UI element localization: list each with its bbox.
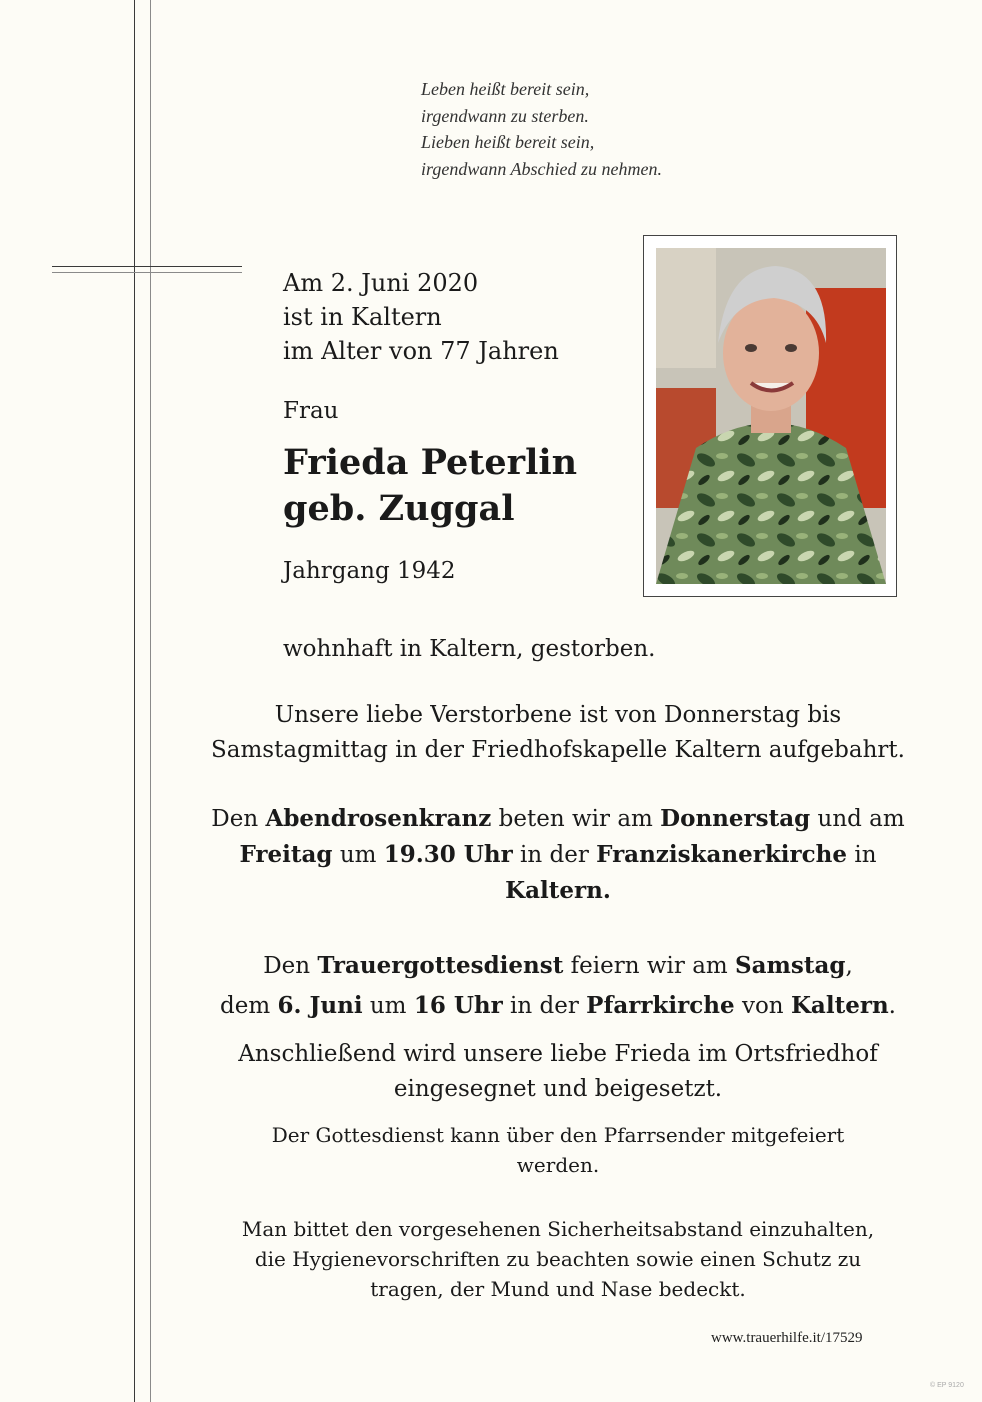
notice-line: Man bittet den vorgesehenen Sicherheitsabstand einzuhalten, [241, 1217, 875, 1241]
viewing-paragraph [170, 698, 946, 768]
cross-horizontal-line [52, 266, 242, 267]
cross-horizontal-line-inner [52, 272, 242, 273]
maiden-name-line: geb. Zuggal [283, 488, 515, 529]
print-code: © EP 9120 [930, 1382, 964, 1389]
text: in der [512, 842, 597, 868]
deceased-name [283, 440, 577, 532]
mass-label: Trauergottesdienst [317, 952, 564, 979]
notice-line: tragen, der Mund und Nase bedeckt. [370, 1277, 746, 1301]
mass-paragraph [170, 946, 946, 1026]
rosary-day: Donnerstag [660, 805, 811, 832]
viewing-line: Unsere liebe Verstorbene ist von Donnerstag bis [274, 702, 842, 728]
mass-time: 16 Uhr [413, 992, 503, 1019]
cross-vertical-line-inner [150, 0, 151, 1402]
mass-day: Samstag [735, 952, 846, 979]
text: beten wir am [491, 806, 661, 832]
intro-line: Am 2. Juni 2020 [283, 269, 479, 297]
poem-line: irgendwann Abschied zu nehmen. [421, 158, 662, 179]
portrait-frame [643, 235, 897, 597]
salutation: Frau [283, 398, 339, 424]
text: in [847, 842, 877, 868]
birth-year: Jahrgang 1942 [283, 558, 456, 584]
mass-date: 6. Juni [277, 992, 363, 1019]
text: feiern wir am [563, 953, 736, 979]
poem-line: Leben heißt bereit sein, [421, 79, 590, 99]
rosary-paragraph [170, 801, 946, 909]
name-line: Frieda Peterlin [283, 442, 578, 483]
website-link[interactable]: www.trauerhilfe.it/17529 [711, 1330, 863, 1346]
rosary-label: Abendrosenkranz [265, 805, 492, 832]
portrait-illustration [656, 248, 886, 584]
cross-vertical-line [134, 0, 135, 1402]
text: Den [263, 953, 318, 979]
text: , [845, 953, 853, 979]
text: von [734, 993, 791, 1019]
burial-paragraph [170, 1037, 946, 1107]
rosary-day: Freitag [239, 841, 333, 868]
burial-line: Anschließend wird unsere liebe Frieda im Ortsfriedhof [238, 1041, 878, 1067]
text: und am [810, 806, 905, 832]
rosary-time: 19.30 Uhr [383, 841, 513, 868]
text: Den [211, 806, 266, 832]
broadcast-line: werden. [516, 1153, 600, 1177]
viewing-line: Samstagmittag in der Friedhofskapelle Kaltern aufgebahrt. [211, 737, 905, 763]
mass-place: Kaltern [790, 992, 889, 1019]
safety-notice [170, 1214, 946, 1304]
broadcast-line: Der Gottesdienst kann über den Pfarrsender mitgefeiert [271, 1123, 845, 1147]
text: dem [220, 993, 278, 1019]
broadcast-paragraph [170, 1120, 946, 1180]
text: in der [502, 993, 587, 1019]
death-intro [283, 266, 559, 368]
intro-line: im Alter von 77 Jahren [283, 337, 559, 365]
text: . [888, 993, 896, 1019]
poem [421, 76, 662, 182]
mass-church: Pfarrkirche [586, 992, 735, 1019]
residence-text: wohnhaft in Kaltern, gestorben. [283, 636, 656, 662]
intro-line: ist in Kaltern [283, 303, 442, 331]
poem-line: Lieben heißt bereit sein, [421, 132, 595, 152]
notice-line: die Hygienevorschriften zu beachten sowie einen Schutz zu [254, 1247, 862, 1271]
rosary-church: Franziskanerkirche [596, 841, 848, 868]
portrait-photo [656, 248, 886, 584]
text: um [362, 993, 414, 1019]
text: um [332, 842, 384, 868]
rosary-place: Kaltern. [505, 877, 611, 904]
burial-line: eingesegnet und beigesetzt. [393, 1076, 723, 1102]
poem-line: irgendwann zu sterben. [421, 105, 589, 126]
